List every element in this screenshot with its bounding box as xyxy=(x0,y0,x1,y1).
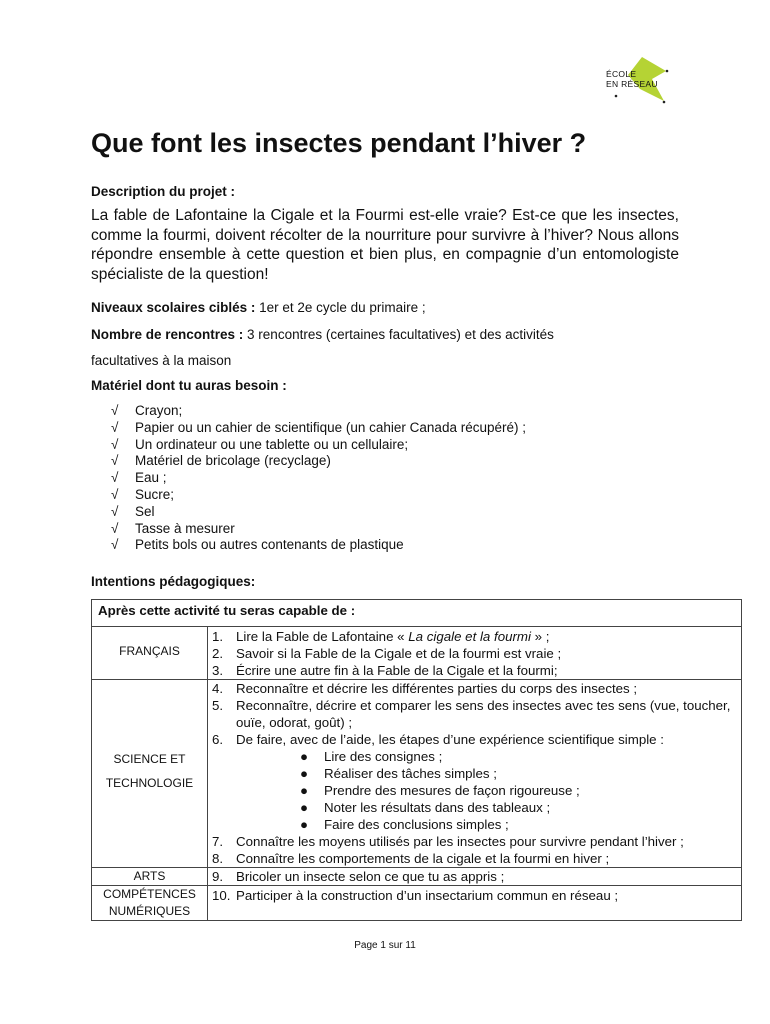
description-label: Description du projet : xyxy=(91,184,236,199)
logo-line-1: ÉCOLE xyxy=(606,69,637,79)
list-item: √ Matériel de bricolage (recyclage) xyxy=(111,453,331,469)
francais-goals xyxy=(208,627,742,680)
science-goals xyxy=(208,680,742,868)
list-item: √ Un ordinateur ou une tablette ou un cellulaire; xyxy=(111,436,409,452)
check-icon: √ xyxy=(111,503,119,519)
meetings-line xyxy=(91,327,554,342)
sub-item: ● Lire des consignes ; xyxy=(300,749,443,764)
materials-list xyxy=(111,403,526,554)
meetings-value: 3 rencontres (certaines facultatives) et des activités xyxy=(243,327,554,342)
subject-francais: FRANÇAIS xyxy=(92,627,208,680)
goal-item: 10. Participer à la construction d’un insectarium commun en réseau ; xyxy=(212,888,619,903)
bullet-icon: ● xyxy=(300,800,309,815)
list-item: √ Crayon; xyxy=(111,403,183,418)
levels-line xyxy=(91,300,426,315)
check-icon: √ xyxy=(111,403,119,418)
arts-goals xyxy=(208,868,742,886)
logo-line-2: EN RÉSEAU xyxy=(606,79,658,89)
table-header: Après cette activité tu seras capable de : xyxy=(92,600,742,627)
digital-goals xyxy=(208,886,742,921)
list-item: √ Papier ou un cahier de scientifique (un cahier Canada récupéré) ; xyxy=(111,419,526,435)
check-icon: √ xyxy=(111,520,119,536)
goal-item: 6. De faire, avec de l’aide, les étapes d’une expérience scientifique simple : xyxy=(212,732,664,747)
check-icon: √ xyxy=(111,419,119,435)
description-text: La fable de Lafontaine la Cigale et la Fourmi est-elle vraie? Est-ce que les insectes, comme la fourmi, doivent récolter de la nourriture pour survivre à l’hiver? Nous allons répondre ensemble à cette question et bien plus, en compagnie d’un entomologiste spécialiste de la question! xyxy=(91,207,679,283)
bullet-icon: ● xyxy=(300,749,309,764)
meetings-label: Nombre de rencontres : xyxy=(91,327,244,342)
intentions-label: Intentions pédagogiques: xyxy=(91,574,256,589)
bullet-icon: ● xyxy=(300,817,309,832)
page-title: Que font les insectes pendant l’hiver ? xyxy=(91,128,587,158)
subject-science: SCIENCE ET TECHNOLOGIE xyxy=(92,680,208,868)
goal-item: 7. Connaître les moyens utilisés par les insectes pour survivre pendant l’hiver ; xyxy=(212,834,684,849)
meetings-value-continued: facultatives à la maison xyxy=(91,353,232,368)
subject-arts: ARTS xyxy=(92,868,208,886)
goals-table xyxy=(91,599,742,921)
bullet-icon: ● xyxy=(300,783,309,798)
table-header-row xyxy=(92,600,742,627)
check-icon: √ xyxy=(111,436,119,452)
table-row-digital xyxy=(92,886,742,921)
subject-digital: COMPÉTENCES NUMÉRIQUES xyxy=(92,886,208,921)
table-row-arts xyxy=(92,868,742,886)
table-row-francais xyxy=(92,627,742,680)
goal-item: 5. Reconnaître, décrire et comparer les sens des insectes avec tes sens (vue, toucher, ouïe, odorat, goût) ; xyxy=(212,698,731,730)
list-item: √ Petits bols ou autres contenants de plastique xyxy=(111,537,404,553)
list-item: √ Eau ; xyxy=(111,470,167,486)
goal-item: 1. Lire la Fable de Lafontaine « La cigale et la fourmi » ; xyxy=(212,629,550,644)
sub-item: ● Réaliser des tâches simples ; xyxy=(300,766,497,781)
levels-label: Niveaux scolaires ciblés : xyxy=(91,300,256,315)
check-icon: √ xyxy=(111,453,119,469)
list-item: √ Sucre; xyxy=(111,486,175,502)
goal-item: 2. Savoir si la Fable de la Cigale et de la fourmi est vraie ; xyxy=(212,646,562,661)
check-icon: √ xyxy=(111,537,119,553)
list-item: √ Tasse à mesurer xyxy=(111,520,235,536)
bullet-icon: ● xyxy=(300,766,309,781)
materials-label: Matériel dont tu auras besoin : xyxy=(91,378,287,393)
goal-item: 8. Connaître les comportements de la cigale et la fourmi en hiver ; xyxy=(212,851,610,866)
table-row-science xyxy=(92,680,742,868)
goal-item: 9. Bricoler un insecte selon ce que tu as appris ; xyxy=(212,869,505,884)
goal-item: 3. Écrire une autre fin à la Fable de la Cigale et la fourmi; xyxy=(212,663,558,678)
sub-item: ● Prendre des mesures de façon rigoureuse ; xyxy=(300,783,580,798)
check-icon: √ xyxy=(111,470,119,486)
sub-item: ● Faire des conclusions simples ; xyxy=(300,817,509,832)
sub-item: ● Noter les résultats dans des tableaux ; xyxy=(300,800,551,815)
goal-item: 4. Reconnaître et décrire les différentes parties du corps des insectes ; xyxy=(212,681,638,696)
page-number: Page 1 sur 11 xyxy=(354,940,416,951)
ecole-en-reseau-logo xyxy=(598,55,678,107)
check-icon: √ xyxy=(111,486,119,502)
list-item: √ Sel xyxy=(111,503,155,519)
levels-value: 1er et 2e cycle du primaire ; xyxy=(255,300,426,315)
